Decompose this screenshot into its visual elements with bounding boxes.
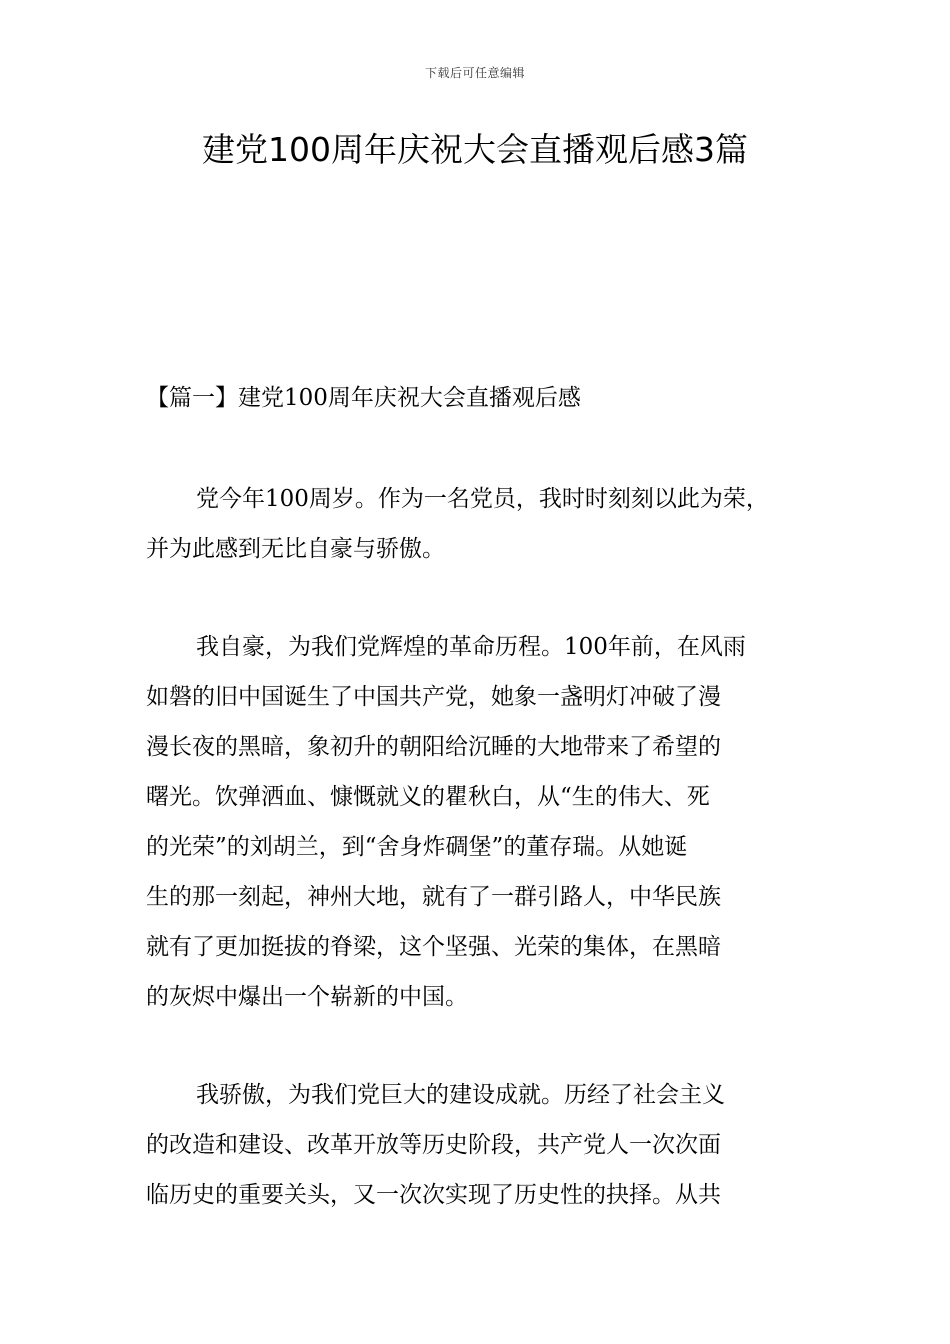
paragraph-line: 的改造和建设、改革开放等历史阶段，共产党人一次次面 [146, 1132, 721, 1158]
paragraph-line: 就有了更加挺拔的脊梁，这个坚强、光荣的集体，在黑暗 [146, 934, 721, 960]
paragraph-line: 临历史的重要关头，又一次次实现了历史性的抉择。从共 [146, 1182, 721, 1208]
paragraph-line: 我自豪，为我们党辉煌的革命历程。100年前，在风雨 [196, 634, 746, 660]
paragraph-line: 漫长夜的黑暗，象初升的朝阳给沉睡的大地带来了希望的 [146, 734, 721, 760]
header-note: 下载后可任意编辑 [424, 66, 525, 80]
paragraph-line: 党今年100周岁。作为一名党员，我时时刻刻以此为荣， [196, 486, 769, 512]
paragraph-line: 我骄傲，为我们党巨大的建设成就。历经了社会主义 [196, 1082, 725, 1108]
section-heading: 【篇一】建党100周年庆祝大会直播观后感 [146, 385, 581, 411]
paragraph-line: 的光荣”的刘胡兰，到“舍身炸碉堡”的董存瑞。从她诞 [146, 834, 688, 860]
document-title: 建党100周年庆祝大会直播观后感3篇 [202, 130, 748, 169]
paragraph-line: 的灰烬中爆出一个崭新的中国。 [146, 984, 468, 1010]
paragraph-line: 并为此感到无比自豪与骄傲。 [146, 536, 445, 562]
paragraph-3 [146, 1070, 826, 1220]
paragraph-line: 生的那一刻起，神州大地，就有了一群引路人，中华民族 [146, 884, 721, 910]
paragraph-line: 如磐的旧中国诞生了中国共产党，她象一盏明灯冲破了漫 [146, 684, 721, 710]
paragraph-1 [146, 474, 826, 574]
paragraph-line: 曙光。饮弹洒血、慷慨就义的瞿秋白，从“生的伟大、死 [146, 784, 710, 810]
paragraph-2 [146, 622, 826, 1022]
